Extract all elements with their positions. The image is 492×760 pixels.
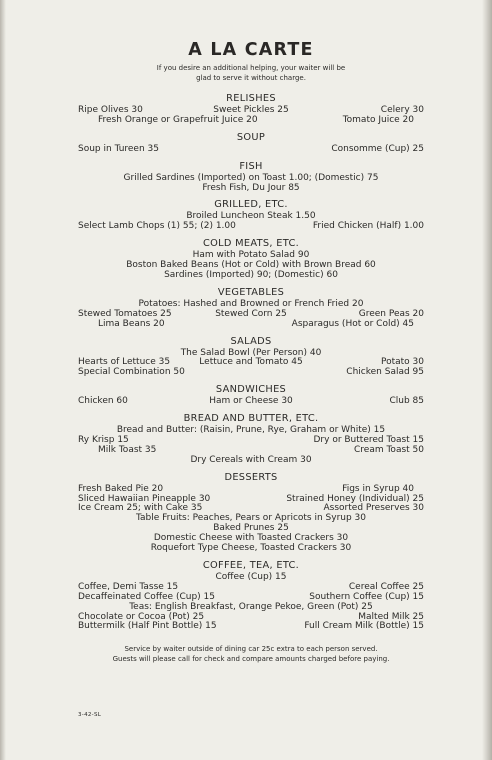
menu-item-coffee-cup: Coffee (Cup) 15 [215,571,287,582]
menu-footer [78,644,424,664]
menu-item-bread-and-butter: Bread and Butter: (Raisin, Prune, Rye, Graham or White) 15 [116,425,386,436]
menu-item-ripe-olives: Ripe Olives 30 [78,105,143,115]
footer-line-1: Service by waiter outside of dining car 25c extra to each person served. [124,645,378,654]
menu-item-figs: Figs in Syrup 40 [342,483,414,494]
menu-item-stewed-tomatoes: Stewed Tomatoes 25 [78,308,172,319]
menu-item-green-peas: Green Peas 20 [358,308,424,319]
menu-item-malted-milk: Malted Milk 25 [358,611,424,622]
menu-item-southern-coffee: Southern Coffee (Cup) 15 [309,591,424,602]
menu-item-domestic-cheese: Domestic Cheese with Toasted Crackers 30 [153,533,349,544]
menu-row [78,320,424,330]
menu-item-cereal-coffee: Cereal Coffee 25 [348,581,424,592]
section-heading-salads: SALADS [230,335,272,347]
menu-item-pineapple: Sliced Hawaiian Pineapple 30 [78,493,211,504]
section-heading-relishes: RELISHES [226,93,276,104]
section-heading-fish: FISH [239,160,263,172]
menu-item-luncheon-steak: Broiled Luncheon Steak 1.50 [186,211,316,222]
menu-item-buttermilk: Buttermilk (Half Pint Bottle) 15 [78,621,217,632]
menu-item-ham-potato-salad: Ham with Potato Salad 90 [192,250,310,261]
menu-item-ice-cream: Ice Cream 25; with Cake 35 [78,503,203,514]
menu-item-baked-beans: Boston Baked Beans (Hot or Cold) with Brown Bread 60 [126,260,376,271]
menu-item-strained-honey: Strained Honey (Individual) 25 [286,493,424,504]
menu-item-dry-cereals: Dry Cereals with Cream 30 [190,454,312,465]
section-heading-grilled: GRILLED, ETC. [214,199,288,211]
menu-item-fresh-fish: Fresh Fish, Du Jour 85 [202,182,300,193]
section-heading-coffee: COFFEE, TEA, ETC. [202,559,300,571]
menu-item-salad-bowl: The Salad Bowl (Per Person) 40 [180,347,322,358]
menu-row [78,145,424,155]
intro-line-2: glad to serve it without charge. [196,73,306,82]
section-heading-desserts: DESSERTS [224,471,278,483]
section-heading-bread: BREAD AND BUTTER, ETC. [183,413,319,425]
menu-item-lima-beans: Lima Beans 20 [98,318,165,329]
menu-intro [78,64,424,83]
section-heading-sandwiches: SANDWICHES [215,384,287,396]
intro-line-1: If you desire an additional helping, your waiter will be [156,64,346,72]
menu-item-ry-krisp: Ry Krisp 15 [78,435,129,446]
menu-item-hearts-of-lettuce: Hearts of Lettuce 35 [78,357,171,368]
menu-item-tomato-juice: Tomato Juice 20 [342,114,414,125]
section-heading-vegetables: VEGETABLES [217,286,285,298]
menu-item-fresh-juice: Fresh Orange or Grapefruit Juice 20 [98,114,258,125]
menu-item-grilled-sardines: Grilled Sardines (Imported) on Toast 1.00; (Domestic) 75 [123,172,379,183]
menu-item-baked-prunes: Baked Prunes 25 [213,523,289,534]
page-right-edge [482,0,492,760]
menu-item-consomme: Consomme (Cup) 25 [331,143,424,154]
menu-item-dry-toast: Dry or Buttered Toast 15 [313,435,424,446]
menu-item-stewed-corn: Stewed Corn 25 [215,308,287,319]
menu-row [78,271,424,281]
menu-item-cream-toast: Cream Toast 50 [354,444,424,455]
menu-item-roquefort: Roquefort Type Cheese, Toasted Crackers 30 [150,543,352,554]
menu-item-chocolate: Chocolate or Cocoa (Pot) 25 [78,611,205,622]
menu-item-lamb-chops: Select Lamb Chops (1) 55; (2) 1.00 [78,221,236,232]
menu-item-asparagus: Asparagus (Hot or Cold) 45 [291,318,414,329]
menu-item-cream-milk: Full Cream Milk (Bottle) 15 [304,621,424,632]
menu-item-fried-chicken: Fried Chicken (Half) 1.00 [312,221,424,232]
menu-item-teas: Teas: English Breakfast, Orange Pekoe, Green (Pot) 25 [129,601,373,612]
menu-item-sardines: Sardines (Imported) 90; (Domestic) 60 [164,270,338,281]
menu-row [78,184,424,194]
menu-row [78,456,424,466]
menu-item-decaf: Decaffeinated Coffee (Cup) 15 [78,591,215,602]
menu-row [78,222,424,232]
menu-item-demi-tasse: Coffee, Demi Tasse 15 [78,581,179,592]
menu-item-table-fruits: Table Fruits: Peaches, Pears or Apricots in Syrup 30 [135,513,367,524]
page-left-edge [0,0,6,760]
menu-item-soup-in-tureen: Soup in Tureen 35 [78,143,159,154]
menu-item-chicken-sandwich: Chicken 60 [78,396,128,407]
menu-item-sweet-pickles: Sweet Pickles 25 [213,105,289,115]
form-code: 3-42-SL [78,712,102,718]
menu-item-special-combination: Special Combination 50 [78,367,185,378]
menu-item-potato-salad: Potato 30 [380,357,424,368]
menu-item-club: Club 85 [389,396,424,407]
menu-title: A LA CARTE [188,40,314,60]
menu-item-ham-or-cheese: Ham or Cheese 30 [209,396,293,407]
menu-item-lettuce-tomato: Lettuce and Tomato 45 [199,357,303,368]
menu-row [78,116,424,126]
menu-item-milk-toast: Milk Toast 35 [98,444,157,455]
section-heading-cold-meats: COLD MEATS, ETC. [202,238,300,250]
menu-row [78,397,424,407]
section-heading-soup: SOUP [236,131,266,143]
menu-row [78,622,424,632]
menu-item-celery: Celery 30 [380,105,424,115]
menu-row [78,544,424,554]
menu-item-assorted-preserves: Assorted Preserves 30 [323,503,424,514]
menu-item-chicken-salad: Chicken Salad 95 [346,367,424,378]
menu-row [78,368,424,378]
menu-item-fresh-pie: Fresh Baked Pie 20 [78,483,164,494]
footer-line-2: Guests will please call for check and compare amounts charged before paying. [112,655,390,664]
menu-item-potatoes: Potatoes: Hashed and Browned or French Fried 20 [138,298,364,309]
menu-content [78,40,424,664]
